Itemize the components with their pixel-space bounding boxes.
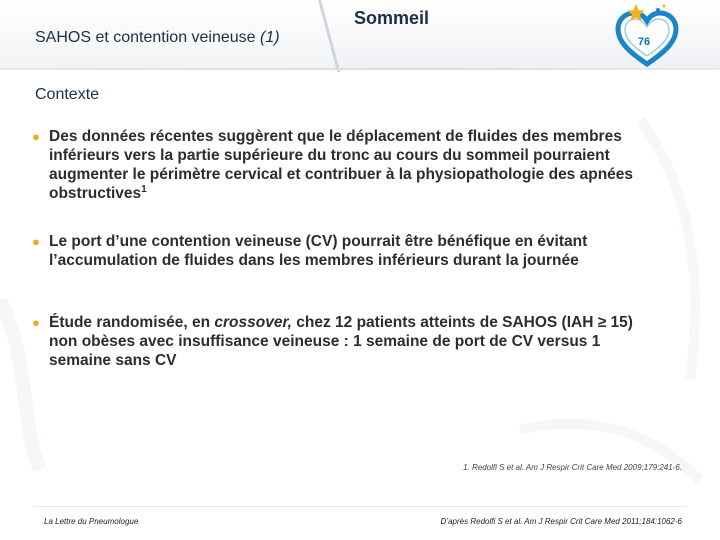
bullet-text-before: Étude randomisée, en bbox=[49, 314, 215, 331]
footer-divider bbox=[34, 506, 686, 507]
page-number: 76 bbox=[637, 36, 651, 48]
bullet-item bbox=[32, 127, 652, 203]
bullet-text: Le port d’une contention veineuse (CV) pourrait être bénéfique en évitant l’accumulation de fluides dans les membres inférieurs durant la journée bbox=[49, 233, 588, 269]
section-title-number: (1) bbox=[260, 29, 280, 46]
section-title bbox=[35, 29, 280, 47]
bullet-item bbox=[32, 313, 652, 370]
footer-journal: La Lettre du Pneumologue bbox=[44, 517, 139, 526]
footer-source: D’après Redolfi S et al. Am J Respir Crit Care Med 2011;184:1062-6 bbox=[440, 517, 682, 526]
bullet-text bbox=[32, 127, 652, 203]
bullet-text-italic: crossover, bbox=[214, 314, 292, 331]
bullet-dot-icon: ● bbox=[32, 234, 40, 249]
bullet-text bbox=[32, 313, 652, 370]
bullet-text-body: Des données récentes suggèrent que le déplacement de fluides des membres inférieurs vers la partie supérieure du tronc au cours du sommeil pourraient augmenter le périmètre cervical et contribuer à la physiopathologie des apnées obstructives bbox=[49, 128, 634, 202]
section-heading: Contexte bbox=[35, 86, 100, 103]
topic-title: Sommeil bbox=[354, 8, 430, 28]
bullet-text-after: chez 12 patients atteints de SAHOS (IAH ≥ 15) non obèses avec insuffisance veineuse : 1 semaine de port de CV versus 1 semaine sans CV bbox=[49, 314, 633, 369]
reference-superscript: 1 bbox=[141, 183, 147, 195]
header-divider bbox=[0, 68, 720, 70]
bullet-item bbox=[32, 232, 652, 270]
bullet-dot-icon: ● bbox=[32, 129, 40, 144]
section-title-main: SAHOS et contention veineuse bbox=[35, 29, 256, 46]
bullet-dot-icon: ● bbox=[32, 315, 40, 330]
reference-note: 1. Redolfi S et al. Am J Respir Crit Care Med 2009;179:241-6. bbox=[463, 463, 682, 472]
